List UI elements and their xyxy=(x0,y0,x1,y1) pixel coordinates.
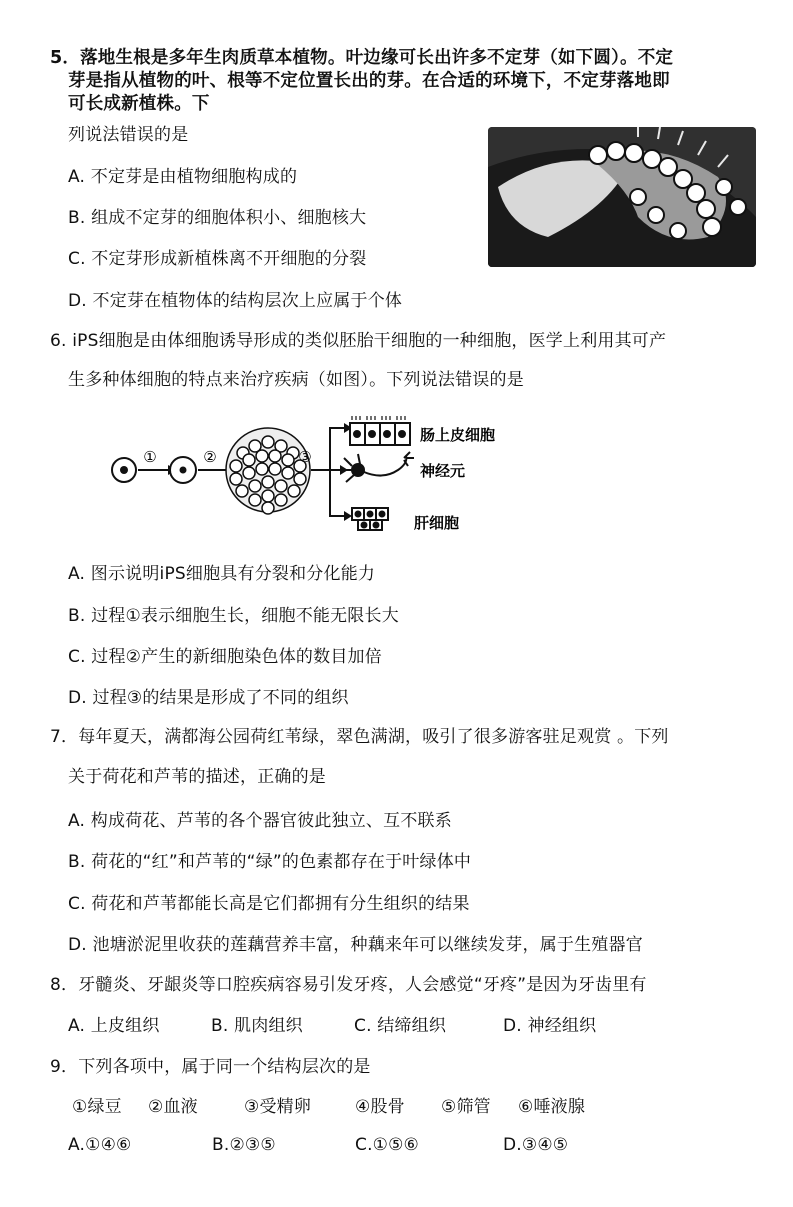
q9-items xyxy=(0,1096,793,1118)
q8-option-b: B. 肌肉组织 xyxy=(211,1016,303,1036)
q6-option-a: A. 图示说明iPS细胞具有分裂和分化能力 xyxy=(68,564,376,584)
q9-option-d: D.③④⑤ xyxy=(503,1135,569,1155)
step-2-label: ② xyxy=(203,448,217,466)
q6-option-d: D. 过程③的结果是形成了不同的组织 xyxy=(68,688,349,708)
q7-option-b: B. 荷花的“红”和芦苇的“绿”的色素都存在于叶绿体中 xyxy=(68,852,472,872)
q9-stem: 9．下列各项中，属于同一个结构层次的是 xyxy=(50,1057,371,1077)
q9-item-1: ①绿豆 xyxy=(72,1097,122,1117)
q6-stem-line2: 生多种体细胞的特点来治疗疾病（如图）。下列说法错误的是 xyxy=(68,370,524,390)
q5-option-c: C. 不定芽形成新植株离不开细胞的分裂 xyxy=(68,249,367,269)
q8-option-d: D. 神经组织 xyxy=(503,1016,597,1036)
q9-option-c: C.①⑤⑥ xyxy=(355,1135,419,1155)
q5-stem-line1: 5．落地生根是多年生肉质草本植物。叶边缘可长出许多不定芽（如下圆）。不定 xyxy=(50,48,674,68)
cell-cluster xyxy=(226,428,310,514)
label-neuron: 神经元 xyxy=(420,462,466,480)
q7-option-c: C. 荷花和芦苇都能长高是它们都拥有分生组织的结果 xyxy=(68,894,470,914)
neuron xyxy=(342,452,414,482)
q9-item-2: ②血液 xyxy=(148,1097,198,1117)
q9-item-5: ⑤筛管 xyxy=(441,1097,491,1117)
q8-stem: 8．牙髓炎、牙龈炎等口腔疾病容易引发牙疼，人会感觉“牙疼”是因为牙齿里有 xyxy=(50,975,647,995)
q9-item-3: ③受精卵 xyxy=(244,1097,312,1117)
q7-stem-line1: 7．每年夏天，满都海公园荷红苇绿，翠色满湖，吸引了很多游客驻足观赏 。下列 xyxy=(50,727,669,747)
q8-options xyxy=(0,1015,793,1037)
q8-option-a: A. 上皮组织 xyxy=(68,1016,160,1036)
q7-option-d: D. 池塘淤泥里收获的莲藕营养丰富，种藕来年可以继续发芽，属于生殖器官 xyxy=(68,935,643,955)
q6-stem-line1: 6. iPS细胞是由体细胞诱导形成的类似胚胎干细胞的一种细胞，医学上利用其可产 xyxy=(50,331,667,351)
q5-option-a: A. 不定芽是由植物细胞构成的 xyxy=(68,167,298,187)
q9-option-b: B.②③⑤ xyxy=(212,1135,276,1155)
liver-cells xyxy=(352,508,388,530)
step-3-label: ③ xyxy=(298,448,312,466)
q9-option-a: A.①④⑥ xyxy=(68,1135,132,1155)
q5-stem-line2: 芽是指从植物的叶、根等不定位置长出的芽。在合适的环境下，不定芽落地即 xyxy=(68,71,670,91)
step-1-label: ① xyxy=(143,448,157,466)
ips-cell-diagram xyxy=(108,408,528,538)
q9-item-6: ⑥唾液腺 xyxy=(518,1097,586,1117)
q7-stem-line2: 关于荷花和芦苇的描述，正确的是 xyxy=(68,767,326,787)
q5-stem-line4: 列说法错误的是 xyxy=(68,125,189,145)
q5-option-d: D. 不定芽在植物体的结构层次上应属于个体 xyxy=(68,291,403,311)
q6-option-c: C. 过程②产生的新细胞染色体的数目加倍 xyxy=(68,647,382,667)
plant-leaf-photo xyxy=(488,127,756,267)
label-liver: 肝细胞 xyxy=(414,514,460,532)
q9-item-4: ④股骨 xyxy=(355,1097,405,1117)
label-epithelial: 肠上皮细胞 xyxy=(420,426,496,444)
q8-option-c: C. 结缔组织 xyxy=(354,1016,447,1036)
q5-option-b: B. 组成不定芽的细胞体积小、细胞核大 xyxy=(68,208,367,228)
q9-options xyxy=(0,1134,793,1156)
q6-option-b: B. 过程①表示细胞生长，细胞不能无限长大 xyxy=(68,606,399,626)
q5-stem-line3: 可长成新植株。下 xyxy=(68,94,210,114)
q7-option-a: A. 构成荷花、芦苇的各个器官彼此独立、互不联系 xyxy=(68,811,452,831)
epithelial-cells xyxy=(350,416,410,445)
